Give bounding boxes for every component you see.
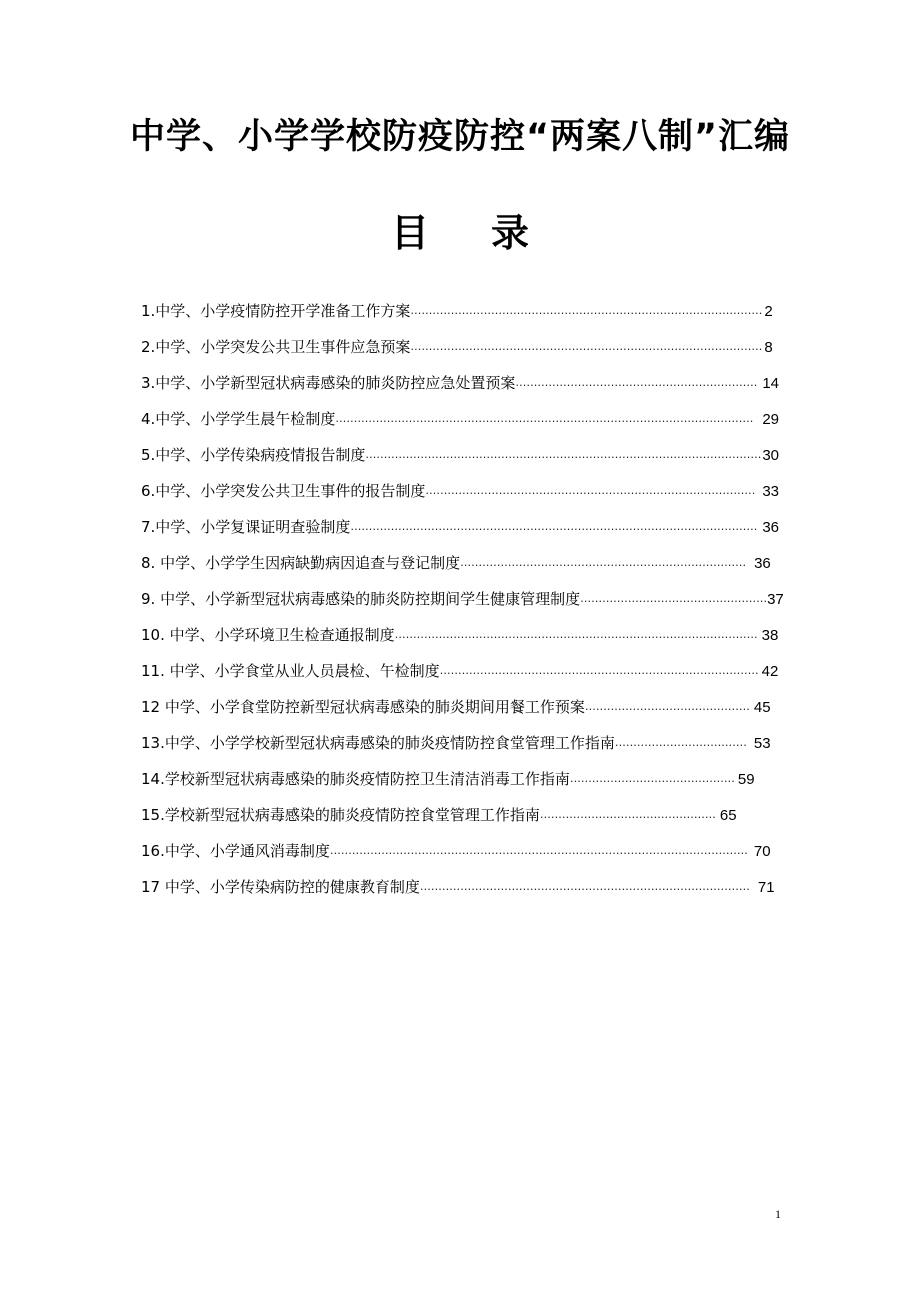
toc-entry-page: 33	[762, 483, 780, 500]
toc-entry-page: 70	[753, 843, 771, 860]
toc-heading-left: 目	[390, 211, 429, 255]
toc-entry[interactable]	[141, 473, 781, 509]
toc-entry-label: 6.中学、小学突发公共卫生事件的报告制度	[141, 482, 426, 500]
toc-entry-label: 5.中学、小学传染病疫情报告制度	[141, 446, 366, 464]
toc-entry[interactable]	[141, 617, 781, 653]
toc-entry-label: 8. 中学、小学学生因病缺勤病因追查与登记制度	[141, 554, 461, 572]
toc-entry-label: 7.中学、小学复课证明查验制度	[141, 518, 351, 536]
toc-entry-page: 14	[762, 375, 780, 392]
toc-entry-label: 10. 中学、小学环境卫生检查通报制度	[141, 626, 395, 644]
toc-entry-label: 16.中学、小学通风消毒制度	[141, 842, 330, 860]
table-of-contents	[141, 293, 784, 905]
toc-heading-right: 录	[491, 211, 530, 255]
toc-leader-dots: …………………………………………………………	[515, 376, 758, 389]
toc-entry[interactable]	[141, 653, 781, 689]
toc-leader-dots: ………………………………………………………………………………	[425, 484, 756, 497]
toc-leader-dots: ………………………………………	[584, 700, 750, 713]
toc-entry-page: 53	[753, 735, 771, 752]
toc-entry[interactable]	[141, 725, 781, 761]
toc-entry[interactable]	[141, 581, 784, 617]
toc-entry[interactable]	[141, 545, 781, 581]
toc-entry-page: 2	[764, 303, 773, 320]
toc-entry-label: 9. 中学、小学新型冠状病毒感染的肺炎防控期间学生健康管理制度	[141, 590, 581, 608]
toc-entry[interactable]	[141, 365, 781, 401]
toc-leader-dots: ………………………………	[614, 736, 747, 749]
toc-entry-label: 3.中学、小学新型冠状病毒感染的肺炎防控应急处置预案	[141, 374, 516, 392]
toc-leader-dots: ……………………………………………………………………………………	[410, 304, 763, 317]
document-title: 中学、小学学校防疫防控“两案八制”汇编	[129, 117, 790, 157]
toc-leader-dots: ……………………………………………………………………………	[439, 664, 759, 677]
toc-entry[interactable]	[141, 689, 781, 725]
toc-entry-label: 14.学校新型冠状病毒感染的肺炎疫情防控卫生清洁消毒工作指南	[141, 770, 570, 788]
toc-entry[interactable]	[141, 401, 781, 437]
toc-entry-page: 42	[761, 663, 779, 680]
toc-entry-page: 8	[764, 339, 773, 356]
toc-leader-dots: ………………………………………………………………………………………………	[365, 448, 762, 461]
page-number: 1	[775, 1207, 781, 1221]
toc-leader-dots: ……………………………………………………………………………………………………	[329, 844, 748, 857]
toc-entry-page: 38	[761, 627, 779, 644]
toc-entry[interactable]	[141, 437, 781, 473]
toc-entry-page: 29	[762, 411, 780, 428]
toc-leader-dots: ……………………………………………………………………………………	[410, 340, 763, 353]
toc-entry-page: 37	[767, 591, 784, 608]
toc-entry[interactable]	[141, 833, 781, 869]
toc-leader-dots: ……………………………………………………………………	[460, 556, 747, 569]
toc-entry-label: 2.中学、小学突发公共卫生事件应急预案	[141, 338, 411, 356]
toc-leader-dots: …………………………………………	[539, 808, 716, 821]
toc-leader-dots: ………………………………………………………………………………………	[394, 628, 758, 641]
toc-entry-label: 12 中学、小学食堂防控新型冠状病毒感染的肺炎期间用餐工作预案	[141, 698, 585, 716]
toc-entry-page: 36	[762, 519, 780, 536]
toc-heading	[0, 206, 920, 260]
toc-leader-dots: …………………………………………………………………………………………………	[350, 520, 758, 533]
toc-entry[interactable]	[141, 509, 781, 545]
toc-entry-page: 65	[719, 807, 737, 824]
toc-entry-page: 30	[762, 447, 780, 464]
toc-entry-label: 15.学校新型冠状病毒感染的肺炎疫情防控食堂管理工作指南	[141, 806, 540, 824]
toc-entry-page: 45	[753, 699, 771, 716]
toc-entry-label: 17 中学、小学传染病防控的健康教育制度	[141, 878, 420, 896]
toc-entry[interactable]	[141, 869, 781, 905]
toc-entry[interactable]	[141, 761, 781, 797]
toc-entry-page: 36	[754, 555, 771, 572]
toc-entry-label: 13.中学、小学学校新型冠状病毒感染的肺炎疫情防控食堂管理工作指南	[141, 734, 615, 752]
toc-entry-label: 11. 中学、小学食堂从业人员晨检、午检制度	[141, 662, 440, 680]
toc-leader-dots: ……………………………………………	[580, 592, 768, 605]
toc-entry-page: 59	[737, 771, 755, 788]
toc-entry-label: 1.中学、小学疫情防控开学准备工作方案	[141, 302, 411, 320]
toc-entry-label: 4.中学、小学学生晨午检制度	[141, 410, 336, 428]
toc-leader-dots: ……………………………………………………………………………………………………	[335, 412, 754, 425]
toc-entry[interactable]	[141, 293, 781, 329]
toc-entry-page: 71	[757, 879, 775, 896]
toc-leader-dots: ………………………………………	[569, 772, 735, 785]
toc-entry[interactable]	[141, 329, 781, 365]
toc-entry[interactable]	[141, 797, 781, 833]
toc-leader-dots: ………………………………………………………………………………	[419, 880, 750, 893]
